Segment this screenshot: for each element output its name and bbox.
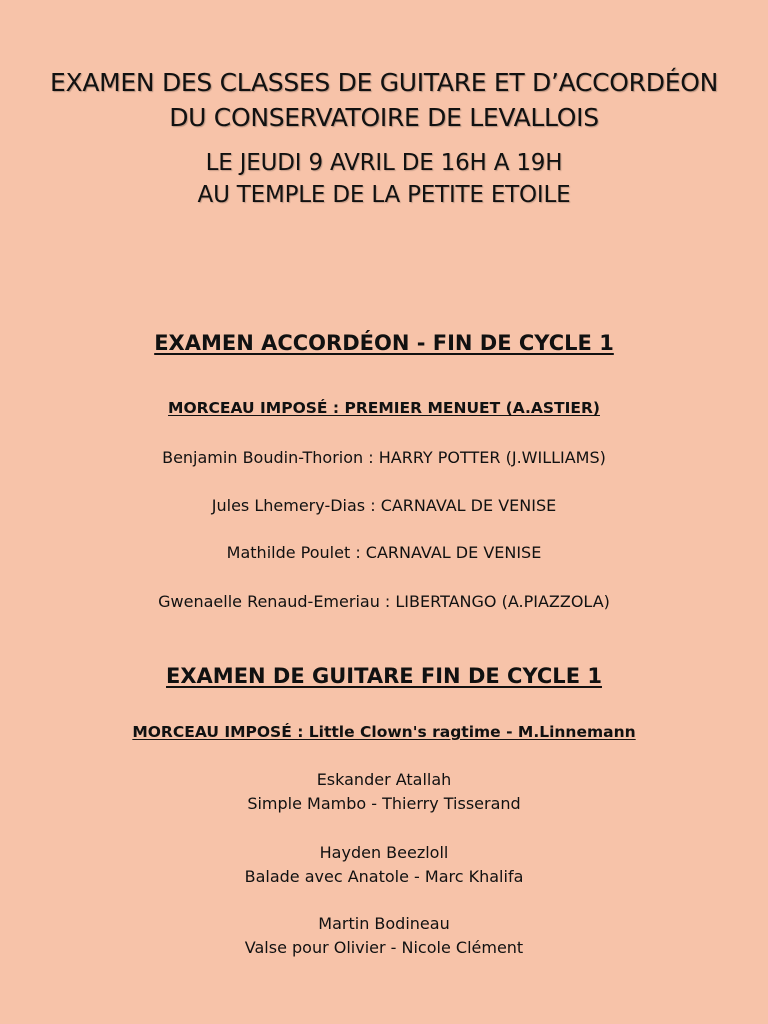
guitar-student-name: Martin Bodineau	[318, 914, 450, 933]
guitar-piece-title: Balade avec Anatole - Marc Khalifa	[244, 867, 524, 886]
accordion-entry: Jules Lhemery-Dias : CARNAVAL DE VENISE	[211, 496, 557, 515]
guitar-student-name: Eskander Atallah	[316, 770, 452, 789]
title-line-1: EXAMEN DES CLASSES DE GUITARE ET D’ACCORDÉON	[50, 68, 718, 97]
accordion-entry: Benjamin Boudin-Thorion : HARRY POTTER (J.WILLIAMS)	[162, 448, 606, 467]
accordion-entry: Mathilde Poulet : CARNAVAL DE VENISE	[226, 543, 542, 562]
guitar-piece-title: Simple Mambo - Thierry Tisserand	[247, 794, 521, 813]
date-line: LE JEUDI 9 AVRIL DE 16H A 19H	[205, 150, 563, 176]
accordion-section-title: EXAMEN ACCORDÉON - FIN DE CYCLE 1	[154, 331, 614, 355]
title-line-2: DU CONSERVATOIRE DE LEVALLOIS	[169, 103, 599, 132]
guitar-section-title: EXAMEN DE GUITARE FIN DE CYCLE 1	[166, 664, 602, 688]
accordion-entry: Gwenaelle Renaud-Emeriau : LIBERTANGO (A.PIAZZOLA)	[158, 592, 610, 611]
guitar-student-name: Hayden Beezloll	[319, 843, 449, 862]
guitar-piece-title: Valse pour Olivier - Nicole Clément	[244, 938, 524, 957]
place-line: AU TEMPLE DE LA PETITE ETOILE	[197, 182, 571, 208]
guitar-imposed-piece: MORCEAU IMPOSÉ : Little Clown's ragtime - M.Linnemann	[132, 723, 636, 741]
accordion-imposed-piece: MORCEAU IMPOSÉ : PREMIER MENUET (A.ASTIER)	[168, 399, 600, 417]
